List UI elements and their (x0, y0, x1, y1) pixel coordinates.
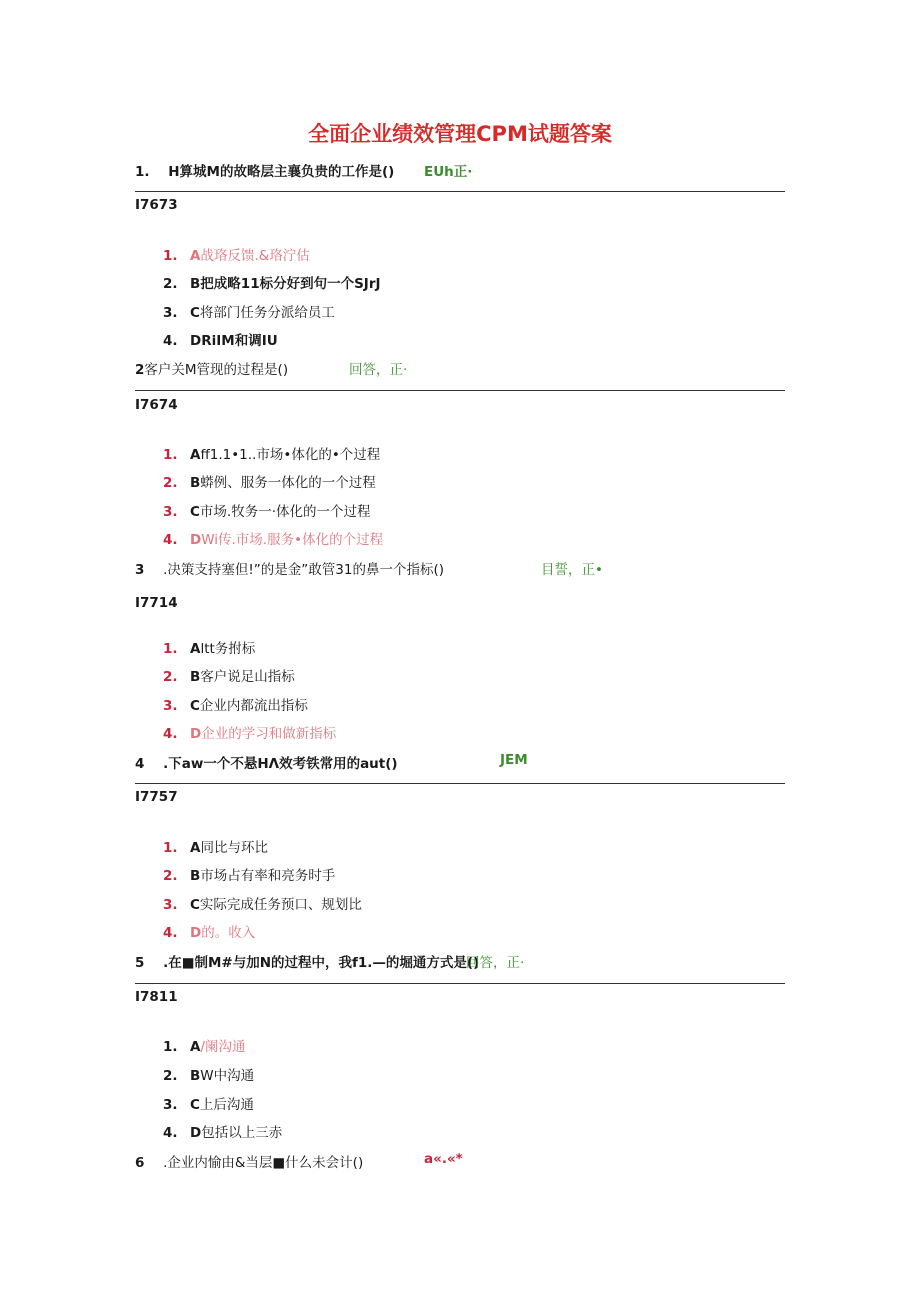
option-letter: A (190, 1039, 201, 1055)
question-number: 2 (135, 362, 145, 378)
option-text: 客户说足山指标 (200, 669, 295, 685)
option-text: /阑沟通 (200, 1039, 246, 1055)
option-letter: B (190, 475, 201, 491)
option-text: 把成略11标分好到句一个SJrJ (200, 276, 381, 292)
option-letter: B (190, 868, 201, 884)
option-text: 实际完成任务预口、规划比 (199, 897, 362, 913)
option-item (163, 301, 335, 321)
option-text: ff1.1•1..市场•体化的•个过程 (200, 447, 381, 463)
option-letter: A (190, 840, 201, 856)
option-letter: A (190, 248, 201, 264)
option-letter: D (190, 333, 202, 349)
question-2 (135, 358, 288, 378)
option-number: 3. (163, 305, 178, 321)
option-letter: C (190, 504, 200, 520)
option-letter: A (190, 447, 201, 463)
option-item (163, 528, 383, 548)
option-letter: D (190, 925, 202, 941)
option-text: RiIM和调IU (201, 333, 278, 349)
option-letter: D (190, 1125, 202, 1141)
option-item (163, 1093, 254, 1113)
question-text: .企业内愉由&当层■什么未会计() (163, 1155, 364, 1171)
answer-status: 回答，正· (466, 955, 525, 971)
option-text: 包括以上三赤 (201, 1125, 283, 1141)
option-number: 3. (163, 1097, 178, 1113)
option-letter: C (190, 897, 200, 913)
question-text: .在■制M#与加N的过程中，我f1.—的堀通方式是() (163, 955, 480, 971)
option-number: 1. (163, 641, 178, 657)
option-text: 上后沟通 (199, 1097, 254, 1113)
option-number: 1. (163, 248, 178, 264)
option-item (163, 500, 371, 520)
option-number: 2. (163, 669, 178, 685)
option-text: 将部门任务分派给员工 (199, 305, 335, 321)
answer-status: EUh正· (424, 164, 473, 180)
question-id: I7757 (135, 789, 178, 805)
option-letter: B (190, 669, 201, 685)
option-item (163, 272, 381, 292)
question-number: 5 (135, 955, 145, 971)
option-text: 的。收入 (201, 925, 256, 941)
question-text: 客户关M管现的过程是() (144, 362, 289, 378)
option-item (163, 244, 310, 264)
option-text: 市场.牧务一·体化的一个过程 (199, 504, 371, 520)
option-text: 企业内都流出指标 (199, 698, 308, 714)
option-number: 1. (163, 840, 178, 856)
option-item (163, 1035, 246, 1055)
option-number: 2. (163, 475, 178, 491)
option-number: 4. (163, 532, 178, 548)
question-6 (135, 1151, 363, 1171)
option-item (163, 864, 335, 884)
option-item (163, 329, 278, 349)
option-text: ltt务拊标 (200, 641, 256, 657)
option-text: Wi传.市场.服务•体化的个过程 (201, 532, 384, 548)
option-number: 4. (163, 726, 178, 742)
option-text: 同比与环比 (200, 840, 268, 856)
option-letter: B (190, 276, 201, 292)
question-id: I7714 (135, 595, 178, 611)
option-item (163, 637, 255, 657)
option-item (163, 1064, 254, 1084)
answer-status: 回答，正· (349, 362, 408, 378)
document-title: 全面企业绩效管理CPM试题答案 (308, 122, 612, 146)
option-text: 战珞反馈.&珞泞估 (200, 248, 310, 264)
option-number: 4. (163, 1125, 178, 1141)
option-item (163, 722, 336, 742)
option-item (163, 471, 376, 491)
option-letter: C (190, 698, 200, 714)
option-text: 蟒例、服务一体化的一个过程 (200, 475, 376, 491)
question-text: .下aw一个不悬HΛ效考铁常用的aut() (163, 756, 398, 772)
question-text: H算城M的故略层主襄负贵的工作是() (168, 164, 395, 180)
question-id: I7674 (135, 397, 178, 413)
option-text: W中沟通 (200, 1068, 255, 1084)
question-number: 4 (135, 756, 145, 772)
question-number: 6 (135, 1155, 145, 1171)
question-1 (135, 160, 394, 180)
option-number: 3. (163, 504, 178, 520)
option-number: 2. (163, 868, 178, 884)
option-item (163, 921, 255, 941)
option-number: 3. (163, 897, 178, 913)
option-letter: C (190, 305, 200, 321)
answer-status: a«.«* (424, 1151, 463, 1167)
option-text: 市场占有率和亮务时手 (200, 868, 336, 884)
option-number: 4. (163, 333, 178, 349)
divider (135, 191, 785, 192)
question-number: 3 (135, 562, 145, 578)
divider (135, 783, 785, 784)
question-id: I7811 (135, 989, 178, 1005)
option-item (163, 836, 268, 856)
answer-status: JEM (500, 752, 528, 768)
option-item (163, 665, 295, 685)
question-number: 1. (135, 164, 150, 180)
option-text: 企业的学习和做新指标 (201, 726, 337, 742)
question-id: I7673 (135, 197, 178, 213)
option-number: 4. (163, 925, 178, 941)
option-letter: D (190, 726, 202, 742)
option-letter: A (190, 641, 201, 657)
divider (135, 983, 785, 984)
divider (135, 390, 785, 391)
option-letter: B (190, 1068, 201, 1084)
question-5 (135, 951, 479, 971)
option-number: 2. (163, 276, 178, 292)
option-item (163, 443, 380, 463)
option-number: 1. (163, 447, 178, 463)
question-text: .决策支持塞但!”的是金”敢管31的鼻一个指标() (163, 562, 445, 578)
option-number: 2. (163, 1068, 178, 1084)
option-number: 3. (163, 698, 178, 714)
option-item (163, 1121, 282, 1141)
question-3 (135, 558, 444, 578)
option-number: 1. (163, 1039, 178, 1055)
option-letter: C (190, 1097, 200, 1113)
option-item (163, 694, 308, 714)
answer-status: 目誓，正• (541, 562, 603, 578)
option-item (163, 893, 362, 913)
question-4 (135, 752, 398, 772)
option-letter: D (190, 532, 202, 548)
